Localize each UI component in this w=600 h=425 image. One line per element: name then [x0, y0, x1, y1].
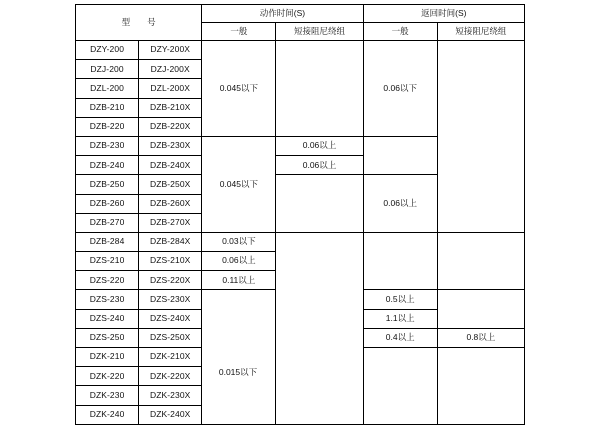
cell-return-normal: 1.1以上: [363, 309, 437, 328]
cell-return-damping: [437, 290, 524, 328]
cell-model: DZB-240: [76, 156, 139, 175]
header-model-label: 型 号: [76, 5, 202, 41]
cell-action-normal: 0.03以下: [202, 232, 276, 251]
cell-model: DZB-220: [76, 117, 139, 136]
cell-model: DZB-230: [76, 136, 139, 155]
cell-action-normal: 0.06以上: [202, 252, 276, 271]
header-group-return-time: 返回时间(S): [363, 5, 524, 23]
cell-action-normal: 0.11以上: [202, 271, 276, 290]
cell-action-damping: [276, 175, 363, 233]
cell-model-x: DZK-220X: [139, 367, 202, 386]
cell-model: DZK-210: [76, 348, 139, 367]
cell-model-x: DZB-284X: [139, 232, 202, 251]
header-return-normal: 一般: [363, 23, 437, 41]
cell-model-x: DZB-230X: [139, 136, 202, 155]
cell-model-x: DZK-210X: [139, 348, 202, 367]
cell-return-normal: 0.4以上: [363, 328, 437, 347]
cell-model: DZL-200: [76, 79, 139, 98]
cell-action-damping: [276, 41, 363, 137]
cell-return-normal: [363, 348, 437, 425]
cell-return-normal: [363, 232, 437, 290]
cell-model: DZS-250: [76, 328, 139, 347]
cell-model: DZJ-200: [76, 60, 139, 79]
cell-return-damping: [437, 232, 524, 290]
cell-model: DZB-284: [76, 232, 139, 251]
cell-model-x: DZB-250X: [139, 175, 202, 194]
header-row-groups: [76, 5, 525, 23]
cell-return-normal: 0.5以上: [363, 290, 437, 309]
table-row: [76, 232, 525, 251]
table-body: [76, 41, 525, 425]
cell-action-normal-dzk: 0.015以下: [218, 367, 258, 377]
cell-return-normal: 0.06以上: [363, 175, 437, 233]
cell-model: DZK-230: [76, 386, 139, 405]
table-header: [76, 5, 525, 41]
cell-model-x: DZK-240X: [139, 405, 202, 424]
header-group-action-time: 动作时间(S): [202, 5, 363, 23]
cell-return-damping: [437, 41, 524, 233]
relay-timing-table: [75, 4, 525, 425]
cell-model-x: DZL-200X: [139, 79, 202, 98]
cell-return-normal: 0.06以下: [363, 41, 437, 137]
cell-model: DZS-240: [76, 309, 139, 328]
cell-action-normal-empty: [202, 290, 276, 424]
cell-model: DZB-260: [76, 194, 139, 213]
cell-model-x: DZS-250X: [139, 328, 202, 347]
cell-action-damping: [276, 232, 363, 424]
cell-model: DZK-240: [76, 405, 139, 424]
cell-action-normal: 0.045以下: [202, 136, 276, 232]
cell-model: DZK-220: [76, 367, 139, 386]
spec-table-container: [75, 4, 525, 425]
cell-model: DZS-220: [76, 271, 139, 290]
cell-model-x: DZY-200X: [139, 41, 202, 60]
cell-return-damping: 0.8以上: [437, 328, 524, 347]
cell-return-normal: [363, 136, 437, 174]
header-action-damping: 短接阻尼绕组: [276, 23, 363, 41]
cell-action-normal: 0.045以下: [202, 41, 276, 137]
table-row: [76, 41, 525, 60]
cell-model-x: DZS-230X: [139, 290, 202, 309]
cell-return-damping: [437, 348, 524, 425]
header-action-normal: 一般: [202, 23, 276, 41]
cell-model-x: DZK-230X: [139, 386, 202, 405]
cell-model: DZY-200: [76, 41, 139, 60]
cell-model-x: DZB-220X: [139, 117, 202, 136]
cell-model-x: DZS-210X: [139, 252, 202, 271]
cell-model-x: DZB-240X: [139, 156, 202, 175]
cell-model: DZB-250: [76, 175, 139, 194]
cell-model: DZB-270: [76, 213, 139, 232]
cell-action-damping: 0.06以上: [276, 156, 363, 175]
cell-model: DZB-210: [76, 98, 139, 117]
cell-model-x: DZS-240X: [139, 309, 202, 328]
cell-model: DZS-230: [76, 290, 139, 309]
cell-model: DZS-210: [76, 252, 139, 271]
cell-model-x: DZB-210X: [139, 98, 202, 117]
cell-model-x: DZS-220X: [139, 271, 202, 290]
header-return-damping: 短接阻尼绕组: [437, 23, 524, 41]
cell-model-x: DZB-270X: [139, 213, 202, 232]
cell-action-damping: 0.06以上: [276, 136, 363, 155]
cell-model-x: DZJ-200X: [139, 60, 202, 79]
cell-model-x: DZB-260X: [139, 194, 202, 213]
